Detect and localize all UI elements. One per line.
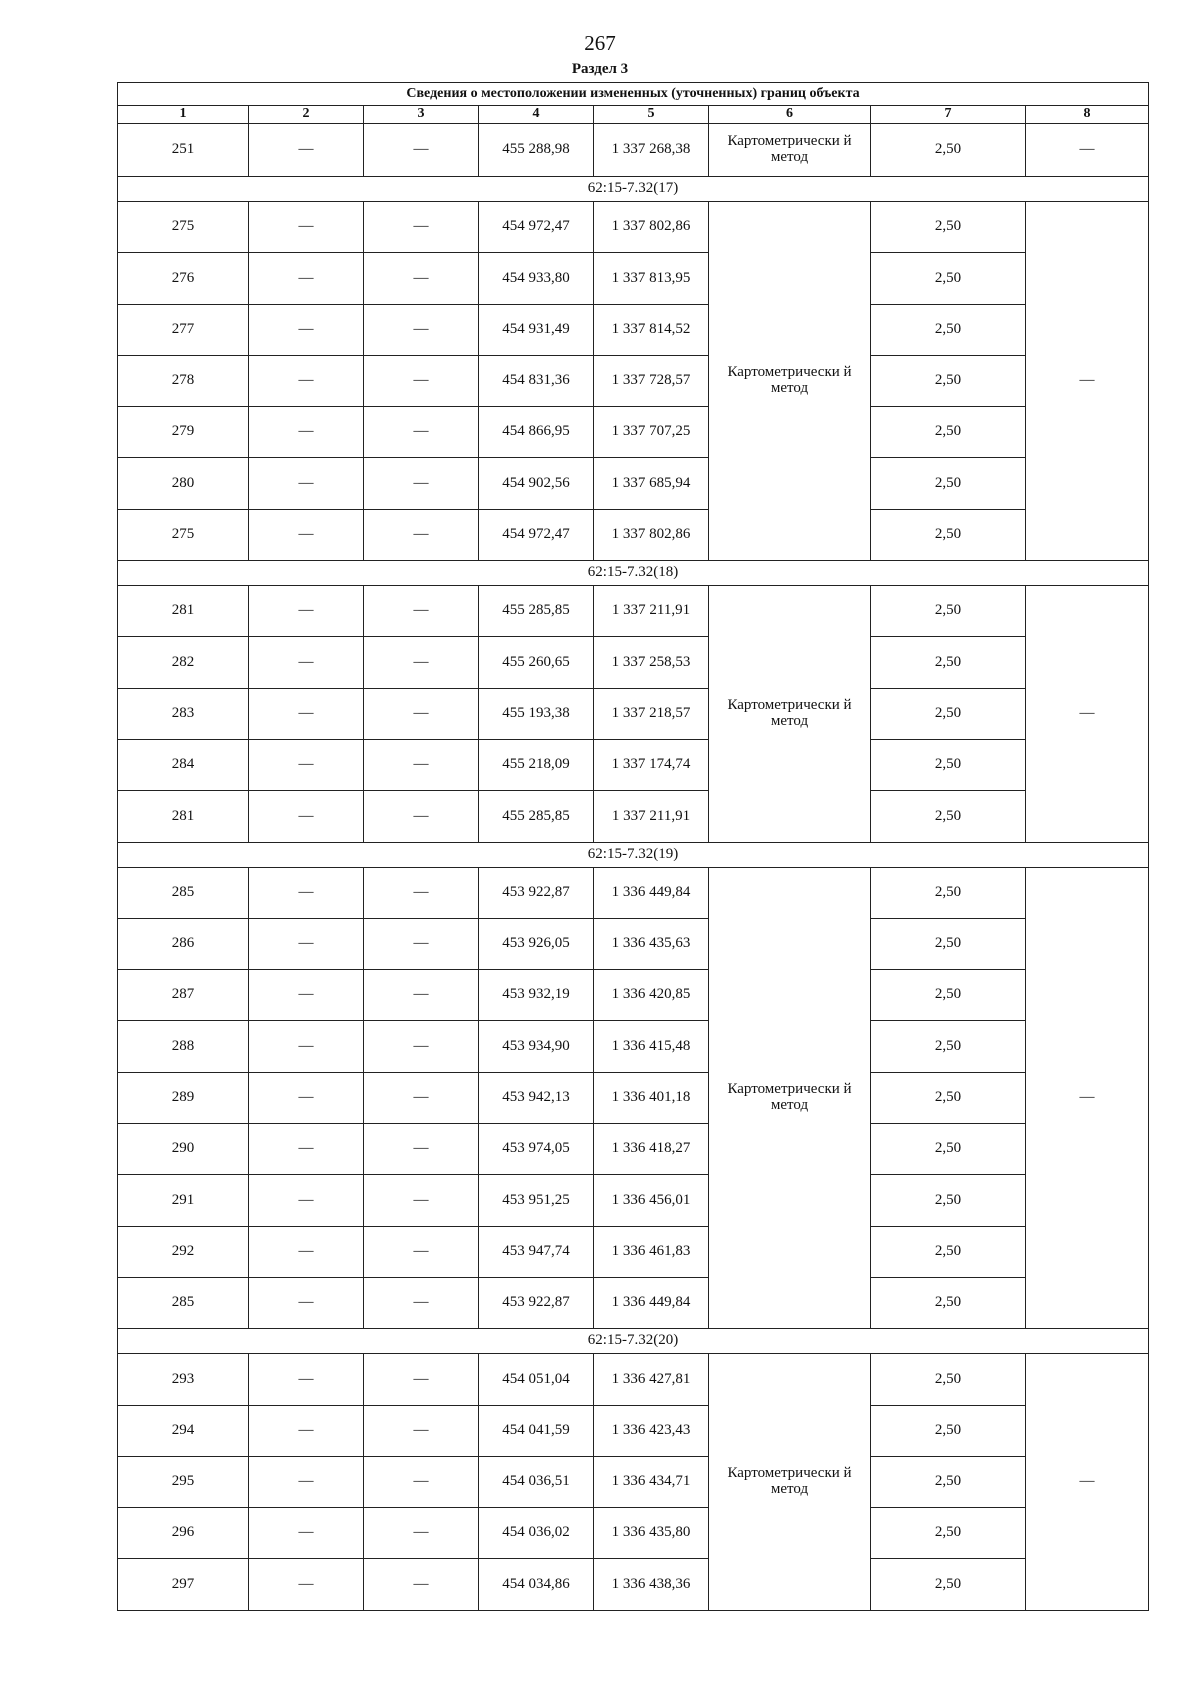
- x-coordinate-cell: 455 218,09: [479, 739, 594, 790]
- point-number-cell: 275: [118, 202, 249, 253]
- dash-cell: —: [364, 791, 479, 842]
- dash-cell: —: [249, 509, 364, 560]
- dash-cell: —: [1026, 867, 1149, 1329]
- accuracy-cell: 2,50: [871, 253, 1026, 304]
- point-number-cell: 295: [118, 1456, 249, 1507]
- dash-cell: —: [249, 407, 364, 458]
- x-coordinate-cell: 453 947,74: [479, 1226, 594, 1277]
- table-row: [118, 202, 1149, 253]
- y-coordinate-cell: 1 337 814,52: [594, 304, 709, 355]
- table-row: [118, 637, 1149, 688]
- point-number-cell: 289: [118, 1072, 249, 1123]
- dash-cell: —: [249, 1277, 364, 1328]
- accuracy-cell: 2,50: [871, 791, 1026, 842]
- accuracy-cell: 2,50: [871, 1226, 1026, 1277]
- object-label: 62:15-7.32(20): [118, 1329, 1149, 1354]
- table-row: [118, 407, 1149, 458]
- column-number-header: 4: [479, 106, 594, 124]
- x-coordinate-cell: 455 193,38: [479, 688, 594, 739]
- dash-cell: —: [249, 586, 364, 637]
- point-number-cell: 280: [118, 458, 249, 509]
- accuracy-cell: 2,50: [871, 509, 1026, 560]
- point-number-cell: 293: [118, 1354, 249, 1405]
- accuracy-cell: 2,50: [871, 1456, 1026, 1507]
- dash-cell: —: [249, 970, 364, 1021]
- dash-cell: —: [364, 1405, 479, 1456]
- table-row: [118, 867, 1149, 918]
- table-row: [118, 1405, 1149, 1456]
- accuracy-cell: 2,50: [871, 1021, 1026, 1072]
- method-cell: Картометрически й метод: [709, 1354, 871, 1610]
- column-number-header: 5: [594, 106, 709, 124]
- x-coordinate-cell: 453 942,13: [479, 1072, 594, 1123]
- table-row: [118, 586, 1149, 637]
- y-coordinate-cell: 1 337 211,91: [594, 791, 709, 842]
- dash-cell: —: [249, 637, 364, 688]
- dash-cell: —: [249, 1226, 364, 1277]
- table-row: [118, 253, 1149, 304]
- dash-cell: —: [364, 509, 479, 560]
- x-coordinate-cell: 454 036,51: [479, 1456, 594, 1507]
- y-coordinate-cell: 1 337 802,86: [594, 509, 709, 560]
- dash-cell: —: [364, 1559, 479, 1610]
- table-row: [118, 509, 1149, 560]
- x-coordinate-cell: 453 934,90: [479, 1021, 594, 1072]
- dash-cell: —: [249, 867, 364, 918]
- y-coordinate-cell: 1 336 438,36: [594, 1559, 709, 1610]
- point-number-cell: 276: [118, 253, 249, 304]
- dash-cell: —: [364, 407, 479, 458]
- method-cell: Картометрически й метод: [709, 867, 871, 1329]
- point-number-cell: 291: [118, 1175, 249, 1226]
- dash-cell: —: [249, 1021, 364, 1072]
- table-row: [118, 688, 1149, 739]
- column-number-header: 1: [118, 106, 249, 124]
- method-cell: Картометрически й метод: [709, 124, 871, 177]
- method-cell: Картометрически й метод: [709, 586, 871, 842]
- dash-cell: —: [249, 355, 364, 406]
- table-row: [118, 1021, 1149, 1072]
- x-coordinate-cell: 453 932,19: [479, 970, 594, 1021]
- dash-cell: —: [249, 1405, 364, 1456]
- y-coordinate-cell: 1 336 449,84: [594, 1277, 709, 1328]
- y-coordinate-cell: 1 337 802,86: [594, 202, 709, 253]
- x-coordinate-cell: 454 972,47: [479, 509, 594, 560]
- x-coordinate-cell: 455 288,98: [479, 124, 594, 177]
- accuracy-cell: 2,50: [871, 202, 1026, 253]
- dash-cell: —: [364, 1021, 479, 1072]
- point-number-cell: 286: [118, 918, 249, 969]
- dash-cell: —: [364, 202, 479, 253]
- x-coordinate-cell: 453 922,87: [479, 1277, 594, 1328]
- x-coordinate-cell: 454 051,04: [479, 1354, 594, 1405]
- point-number-cell: 275: [118, 509, 249, 560]
- accuracy-cell: 2,50: [871, 1124, 1026, 1175]
- point-number-cell: 292: [118, 1226, 249, 1277]
- x-coordinate-cell: 454 902,56: [479, 458, 594, 509]
- accuracy-cell: 2,50: [871, 637, 1026, 688]
- dash-cell: —: [249, 1508, 364, 1559]
- object-label-row: [118, 177, 1149, 202]
- y-coordinate-cell: 1 337 258,53: [594, 637, 709, 688]
- point-number-cell: 278: [118, 355, 249, 406]
- x-coordinate-cell: 454 036,02: [479, 1508, 594, 1559]
- dash-cell: —: [249, 688, 364, 739]
- point-number-cell: 277: [118, 304, 249, 355]
- point-number-cell: 290: [118, 1124, 249, 1175]
- accuracy-cell: 2,50: [871, 304, 1026, 355]
- table-row: [118, 355, 1149, 406]
- dash-cell: —: [249, 458, 364, 509]
- dash-cell: —: [249, 791, 364, 842]
- point-number-cell: 281: [118, 586, 249, 637]
- table-row: [118, 124, 1149, 177]
- object-label-row: [118, 842, 1149, 867]
- y-coordinate-cell: 1 337 174,74: [594, 739, 709, 790]
- point-number-cell: 281: [118, 791, 249, 842]
- y-coordinate-cell: 1 337 211,91: [594, 586, 709, 637]
- dash-cell: —: [249, 739, 364, 790]
- accuracy-cell: 2,50: [871, 739, 1026, 790]
- point-number-cell: 296: [118, 1508, 249, 1559]
- point-number-cell: 251: [118, 124, 249, 177]
- table-row: [118, 1559, 1149, 1610]
- dash-cell: —: [249, 1354, 364, 1405]
- point-number-cell: 294: [118, 1405, 249, 1456]
- accuracy-cell: 2,50: [871, 1354, 1026, 1405]
- dash-cell: —: [1026, 1354, 1149, 1610]
- table-row: [118, 1456, 1149, 1507]
- y-coordinate-cell: 1 336 427,81: [594, 1354, 709, 1405]
- table-row: [118, 1277, 1149, 1328]
- accuracy-cell: 2,50: [871, 586, 1026, 637]
- accuracy-cell: 2,50: [871, 124, 1026, 177]
- dash-cell: —: [249, 124, 364, 177]
- object-label: 62:15-7.32(17): [118, 177, 1149, 202]
- x-coordinate-cell: 453 922,87: [479, 867, 594, 918]
- section-title: Раздел 3: [571, 61, 629, 77]
- dash-cell: —: [364, 1354, 479, 1405]
- dash-cell: —: [249, 918, 364, 969]
- table-row: [118, 1354, 1149, 1405]
- table-row: [118, 1508, 1149, 1559]
- accuracy-cell: 2,50: [871, 1072, 1026, 1123]
- x-coordinate-cell: 454 041,59: [479, 1405, 594, 1456]
- y-coordinate-cell: 1 336 418,27: [594, 1124, 709, 1175]
- point-number-cell: 284: [118, 739, 249, 790]
- point-number-cell: 285: [118, 867, 249, 918]
- column-number-header: 8: [1026, 106, 1149, 124]
- dash-cell: —: [364, 1175, 479, 1226]
- dash-cell: —: [249, 1559, 364, 1610]
- dash-cell: —: [249, 1456, 364, 1507]
- point-number-cell: 297: [118, 1559, 249, 1610]
- accuracy-cell: 2,50: [871, 688, 1026, 739]
- object-label-row: [118, 1329, 1149, 1354]
- dash-cell: —: [364, 458, 479, 509]
- y-coordinate-cell: 1 336 415,48: [594, 1021, 709, 1072]
- point-number-cell: 279: [118, 407, 249, 458]
- dash-cell: —: [1026, 202, 1149, 561]
- coordinates-table: [117, 82, 1149, 1611]
- y-coordinate-cell: 1 336 435,63: [594, 918, 709, 969]
- accuracy-cell: 2,50: [871, 458, 1026, 509]
- y-coordinate-cell: 1 337 268,38: [594, 124, 709, 177]
- table-row: [118, 304, 1149, 355]
- dash-cell: —: [364, 918, 479, 969]
- dash-cell: —: [249, 1175, 364, 1226]
- accuracy-cell: 2,50: [871, 970, 1026, 1021]
- accuracy-cell: 2,50: [871, 867, 1026, 918]
- x-coordinate-cell: 453 926,05: [479, 918, 594, 969]
- dash-cell: —: [364, 304, 479, 355]
- object-label-row: [118, 561, 1149, 586]
- accuracy-cell: 2,50: [871, 407, 1026, 458]
- y-coordinate-cell: 1 336 434,71: [594, 1456, 709, 1507]
- point-number-cell: 288: [118, 1021, 249, 1072]
- x-coordinate-cell: 455 285,85: [479, 791, 594, 842]
- dash-cell: —: [1026, 124, 1149, 177]
- table-body: [118, 124, 1149, 1611]
- object-label: 62:15-7.32(19): [118, 842, 1149, 867]
- y-coordinate-cell: 1 337 685,94: [594, 458, 709, 509]
- dash-cell: —: [249, 1124, 364, 1175]
- dash-cell: —: [364, 1072, 479, 1123]
- dash-cell: —: [364, 124, 479, 177]
- table-row: [118, 458, 1149, 509]
- page-number: 267: [584, 31, 616, 55]
- x-coordinate-cell: 453 974,05: [479, 1124, 594, 1175]
- column-number-header: 6: [709, 106, 871, 124]
- table-caption: Сведения о местоположении измененных (уточненных) границ объекта: [118, 83, 1149, 106]
- dash-cell: —: [364, 586, 479, 637]
- x-coordinate-cell: 454 933,80: [479, 253, 594, 304]
- accuracy-cell: 2,50: [871, 1559, 1026, 1610]
- dash-cell: —: [364, 253, 479, 304]
- dash-cell: —: [249, 1072, 364, 1123]
- y-coordinate-cell: 1 336 435,80: [594, 1508, 709, 1559]
- y-coordinate-cell: 1 337 813,95: [594, 253, 709, 304]
- method-cell: Картометрически й метод: [709, 202, 871, 561]
- dash-cell: —: [249, 304, 364, 355]
- y-coordinate-cell: 1 336 461,83: [594, 1226, 709, 1277]
- x-coordinate-cell: 454 931,49: [479, 304, 594, 355]
- x-coordinate-cell: 455 285,85: [479, 586, 594, 637]
- table-row: [118, 1072, 1149, 1123]
- x-coordinate-cell: 454 972,47: [479, 202, 594, 253]
- y-coordinate-cell: 1 337 707,25: [594, 407, 709, 458]
- dash-cell: —: [364, 970, 479, 1021]
- table-row: [118, 1175, 1149, 1226]
- object-label: 62:15-7.32(18): [118, 561, 1149, 586]
- x-coordinate-cell: 454 034,86: [479, 1559, 594, 1610]
- x-coordinate-cell: 455 260,65: [479, 637, 594, 688]
- point-number-cell: 282: [118, 637, 249, 688]
- column-number-row: [118, 106, 1149, 124]
- table-row: [118, 791, 1149, 842]
- y-coordinate-cell: 1 337 218,57: [594, 688, 709, 739]
- table-row: [118, 918, 1149, 969]
- accuracy-cell: 2,50: [871, 918, 1026, 969]
- column-number-header: 7: [871, 106, 1026, 124]
- dash-cell: —: [364, 637, 479, 688]
- y-coordinate-cell: 1 336 420,85: [594, 970, 709, 1021]
- accuracy-cell: 2,50: [871, 1175, 1026, 1226]
- y-coordinate-cell: 1 336 423,43: [594, 1405, 709, 1456]
- dash-cell: —: [1026, 586, 1149, 842]
- table-row: [118, 1226, 1149, 1277]
- table-row: [118, 739, 1149, 790]
- table-row: [118, 1124, 1149, 1175]
- column-number-header: 3: [364, 106, 479, 124]
- y-coordinate-cell: 1 337 728,57: [594, 355, 709, 406]
- point-number-cell: 287: [118, 970, 249, 1021]
- dash-cell: —: [249, 202, 364, 253]
- dash-cell: —: [364, 355, 479, 406]
- accuracy-cell: 2,50: [871, 355, 1026, 406]
- accuracy-cell: 2,50: [871, 1508, 1026, 1559]
- table-row: [118, 970, 1149, 1021]
- x-coordinate-cell: 454 831,36: [479, 355, 594, 406]
- accuracy-cell: 2,50: [871, 1277, 1026, 1328]
- dash-cell: —: [364, 1226, 479, 1277]
- y-coordinate-cell: 1 336 401,18: [594, 1072, 709, 1123]
- y-coordinate-cell: 1 336 456,01: [594, 1175, 709, 1226]
- dash-cell: —: [364, 739, 479, 790]
- dash-cell: —: [364, 1456, 479, 1507]
- x-coordinate-cell: 454 866,95: [479, 407, 594, 458]
- dash-cell: —: [364, 1277, 479, 1328]
- dash-cell: —: [364, 867, 479, 918]
- column-number-header: 2: [249, 106, 364, 124]
- point-number-cell: 283: [118, 688, 249, 739]
- dash-cell: —: [364, 1508, 479, 1559]
- point-number-cell: 285: [118, 1277, 249, 1328]
- x-coordinate-cell: 453 951,25: [479, 1175, 594, 1226]
- dash-cell: —: [364, 688, 479, 739]
- dash-cell: —: [249, 253, 364, 304]
- y-coordinate-cell: 1 336 449,84: [594, 867, 709, 918]
- accuracy-cell: 2,50: [871, 1405, 1026, 1456]
- dash-cell: —: [364, 1124, 479, 1175]
